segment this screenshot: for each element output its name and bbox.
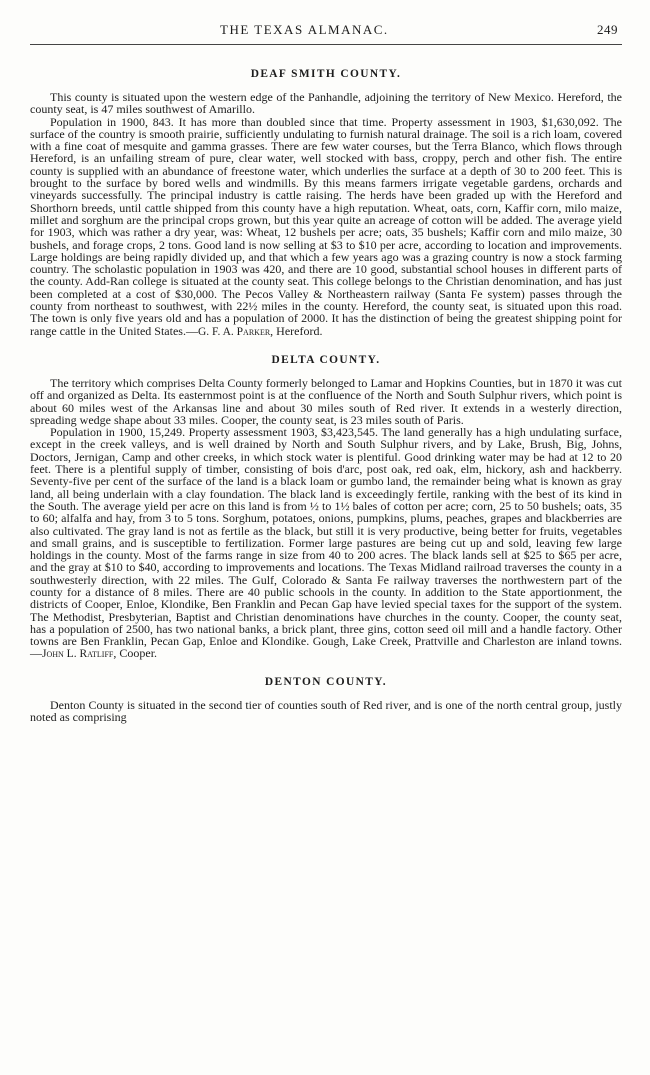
section-heading-delta: DELTA COUNTY.	[271, 353, 381, 366]
deaf-smith-paragraph-2-text: Population in 1900, 843. It has more than doubled since that time. Property assessment in 1903, $1,630,092. The surface of the country is smooth prairie, sufficiently undulating to furnish natural drainage. The soil is a rich loam, covered with a fine coat of mesquite and gamma grasses. There are few water courses, but the Terra Blanco, which flows through Hereford, is an unfailing stream of pure, clear water, well stocked with bass, croppy, perch and other fish. The entire county is supplied with an abundance of freestone water, which underlies the surface at a depth of 30 to 200 feet. This is brought to the surface by bored wells and windmills. By this means farmers irrigate vegetable gardens, orchards and vineyards successfully. The principal industry is cattle raising. The herds have been graded up with the Hereford and Shorthorn breeds, until cattle shipped from this county have a high reputation. Wheat, oats, corn, Kaffir corn, milo maize, millet and sorghum are the principal crops grown, but this year quite an acreage of cotton will be added. The average yield for 1903, which was rather a dry year, was: Wheat, 12 bushels per acre; oats, 35 bushels; Kaffir corn and milo maize, 30 bushels, and forage crops, 2 tons. Good land is now selling at $3 to $10 per acre, according to location and improvements. Large holdings are being rapidly divided up, and that which a few years ago was a grazing country is now a stock farming country. The scholastic population in 1903 was 420, and there are 10 good, substantial school houses in different parts of the county. Add-Ran college is situated at the county seat. This college belongs to the Christian denomination, and has just been completed at a cost of $30,000. The Pecos Valley & Northeastern railway (Santa Fe system) passes through the county from northeast to southwest, with 22½ miles in the county. Hereford, the county seat, is situated upon this road. The town is only five years old and has a population of 2000. It has the distinction of being the greatest shipping point for range cattle in the United States.—	[30, 114, 622, 338]
delta-signature: John L. Ratliff	[42, 648, 114, 661]
header-rule	[30, 44, 622, 45]
section-heading-deaf-smith: DEAF SMITH COUNTY.	[250, 68, 402, 80]
section-heading-denton: DENTON COUNTY.	[264, 675, 388, 688]
running-title: THE TEXAS ALMANAC.	[220, 22, 389, 37]
deaf-smith-paragraph-1: This county is situated upon the western edge of the Panhandle, adjoining the territory of New Mexico. Hereford, the county seat, is 47 miles southwest of Amarillo.	[30, 90, 622, 117]
delta-signature-place: , Cooper.	[113, 646, 158, 661]
delta-paragraph-1: The territory which comprises Delta County formerly belonged to Lamar and Hopkins Counties, but in 1870 it was cut off and organized as Delta. Its easternmost point is at the confluence of the North and South Sulphur rivers, which point is about 60 miles west of the Arkansas line and about 30 miles south of Red river. It extends in a westerly direction, spreading wedge shape about 33 miles. Cooper, the county seat, is 23 miles south of Paris.	[30, 375, 622, 427]
running-head	[30, 22, 622, 38]
delta-paragraph-2-text: Population in 1900, 15,249. Property assessment 1903, $3,423,545. The land generally has a high undulating surface, except in the creek valleys, and is well drained by North and South Sulphur rivers, and by Lake, Brush, Big, Johns, Doctors, Jernigan, Camp and other creeks, in which stock water is plentiful. Good drinking water may be had at 12 to 20 feet. There is a plentiful supply of timber, consisting of bois d'arc, post oak, red oak, elm, hickory, ash and hackberry. Seventy-five per cent of the surface of the land is a black loam or gumbo land, the remainder being what is known as gray land, all being underlain with a clay foundation. The black land is exceedingly fertile, ranking with the best of its kind in the South. The average yield per acre on this land is from ½ to 1½ bales of cotton per acre; corn, 25 to 50 bushels; oats, 35 to 60; alfalfa and hay, from 3 to 5 tons. Sorghum, potatoes, onions, pumpkins, plums, peaches, grapes and blackberries are also cultivated. The gray land is not as fertile as the black, but still it is very productive, being better for fruits, vegetables and small grains, and is susceptible to fertilization. Former large pastures are being cut up and sold, leaving few large holdings in the county. Most of the farms range in size from 40 to 200 acres. The black lands sell at $25 to $65 per acre, and the gray at $10 to $40, according to improvements and locations. The Texas Midland railroad traverses the county in a southwesterly direction, with 22 miles. The Gulf, Colorado & Santa Fe railway traverses the northwestern part of the county for a distance of 8 miles. There are 40 public schools in the county. In addition to the State apportionment, the districts of Cooper, Enloe, Klondike, Ben Franklin and Pecan Gap have levied special taxes for the support of the system. The Methodist, Presbyterian, Baptist and Christian denominations have churches in the county. Cooper, the county seat, has a population of 2500, has two national banks, a brick plant, three gins, cotton seed oil mill and a handle factory. Other towns are Ben Franklin, Pecan Gap, Enloe and Klondike. Gough, Lake Creek, Prattville and Charleston are inland towns.—	[30, 425, 622, 661]
deaf-smith-signature-place: , Hereford.	[270, 323, 323, 338]
denton-paragraph-1: Denton County is situated in the second tier of counties south of Red river, and is one of the north central group, justly noted as comprising	[30, 697, 622, 725]
page-number: 249	[597, 22, 618, 37]
delta-paragraph-2	[30, 426, 622, 661]
deaf-smith-paragraph-2	[30, 116, 622, 338]
deaf-smith-signature: G. F. A. Parker	[197, 325, 271, 338]
